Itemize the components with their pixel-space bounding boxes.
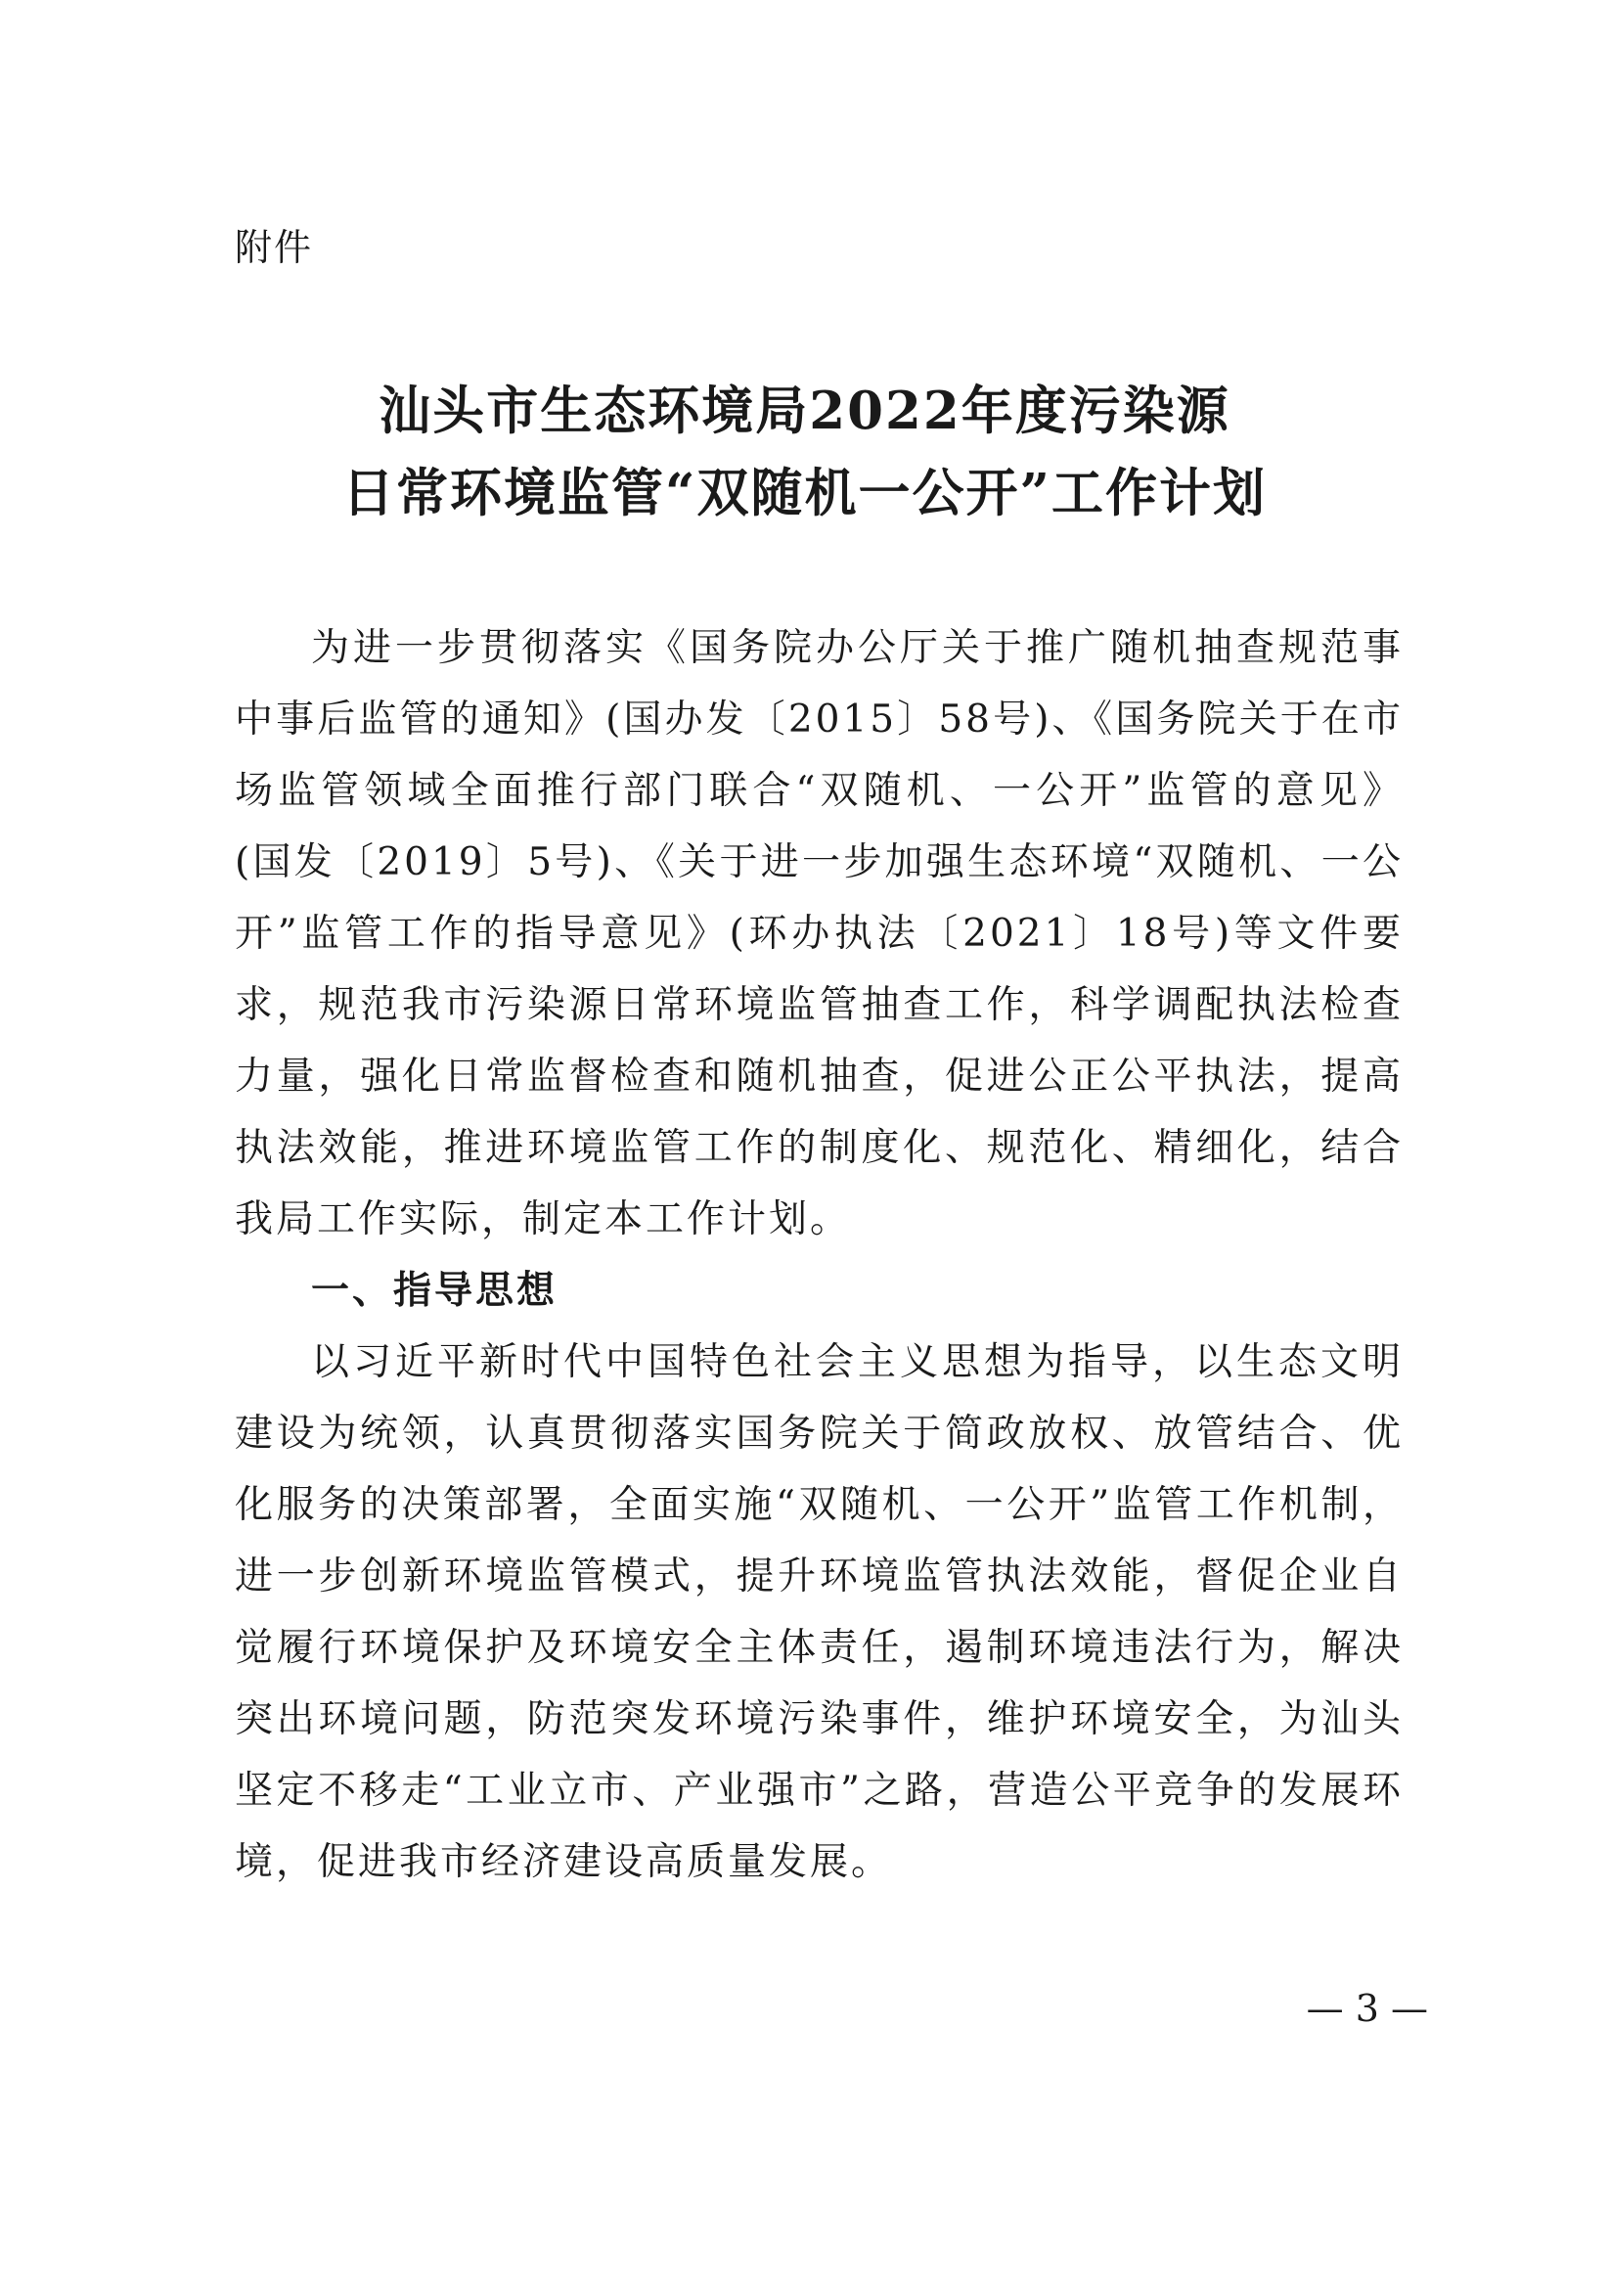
- page-number: — 3 —: [1306, 1987, 1428, 2030]
- attachment-label: 附件: [235, 226, 314, 269]
- section-heading-guiding-ideology: 一、指导思想: [311, 1269, 559, 1313]
- document-body: [235, 612, 1404, 1898]
- guiding-ideology-paragraph: 以习近平新时代中国特色社会主义思想为指导，以生态文明建设为统领，认真贯彻落实国务院关于简政放权、放管结合、优化服务的决策部署，全面实施“双随机、一公开”监管工作机制，进一步创新环境监管模式，提升环境监管执法效能，督促企业自觉履行环境保护及环境安全主体责任，遏制环境违法行为，解决突出环境问题，防范突发环境污染事件，维护环境安全，为汕头坚定不移走“工业立市、产业强市”之路，营造公平竞争的发展环境，促进我市经济建设高质量发展。: [235, 1340, 1404, 1884]
- intro-paragraph: 为进一步贯彻落实《国务院办公厅关于推广随机抽查规范事中事后监管的通知》(国办发〔2015〕58号)、《国务院关于在市场监管领域全面推行部门联合“双随机、一公开”监管的意见》(国发〔2019〕5号)、《关于进一步加强生态环境“双随机、一公开”监管工作的指导意见》(环办执法〔2021〕18号)等文件要求，规范我市污染源日常环境监管抽查工作，科学调配执法检查力量，强化日常监督检查和随机抽查，促进公正公平执法，提高执法效能，推进环境监管工作的制度化、规范化、精细化，结合我局工作实际，制定本工作计划。: [235, 626, 1404, 1241]
- document-title-line-1: 汕头市生态环境局2022年度污染源: [379, 381, 1230, 441]
- document-title-line-2: 日常环境监管“双随机一公开”工作计划: [342, 463, 1267, 523]
